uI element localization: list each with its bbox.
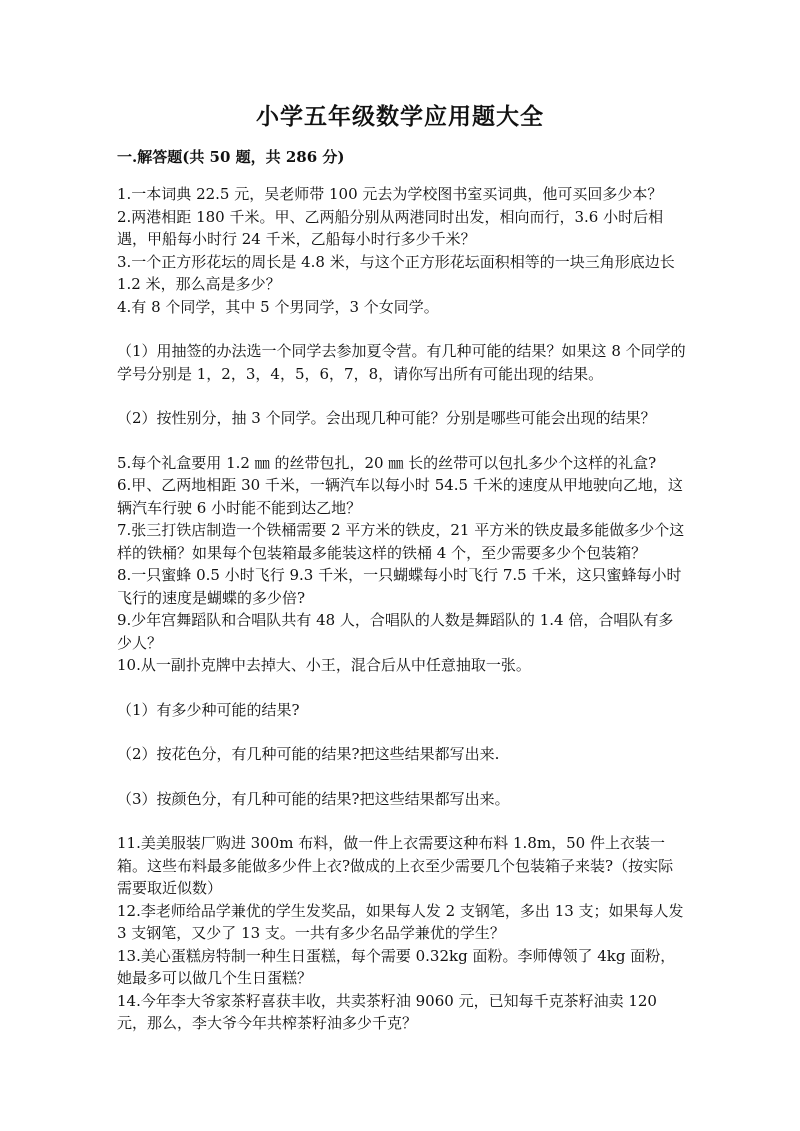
question-2: 2.两港相距 180 千米。甲、乙两船分别从两港同时出发，相向而行，3.6 小时后相遇，甲船每小时行 24 千米，乙船每小时行多少千米？ xyxy=(117,207,664,248)
question-4-part-2: （2）按性别分，抽 3 个同学。会出现几种可能？分别是哪些可能会出现的结果？ xyxy=(117,409,656,427)
spacer xyxy=(117,385,687,407)
spacer xyxy=(117,318,687,340)
question-list xyxy=(117,183,687,1035)
question-9: 9.少年宫舞蹈队和合唱队共有 48 人，合唱队的人数是舞蹈队的 1.4 倍，合唱队有多少人？ xyxy=(117,611,674,652)
question-13: 13.美心蛋糕房特制一种生日蛋糕，每个需要 0.32kg 面粉。李师傅领了 4kg 面粉，她最多可以做几个生日蛋糕？ xyxy=(117,946,676,987)
question-10: 10.从一副扑克牌中去掉大、小王，混合后从中任意抽取一张。 xyxy=(117,656,531,674)
question-14: 14.今年李大爷家茶籽喜获丰收，共卖茶籽油 9060 元，已知每千克茶籽油卖 120 元，那么，李大爷今年共榨茶籽油多少千克？ xyxy=(117,991,657,1032)
section-heading: 一.解答题(共 50 题，共 286 分) xyxy=(117,148,345,166)
spacer xyxy=(117,677,687,699)
question-10-part-3: （3）按颜色分，有几种可能的结果?把这些结果都写出来。 xyxy=(117,789,510,808)
document-title: 小学五年级数学应用题大全 xyxy=(256,103,544,130)
question-1: 1.一本词典 22.5 元，吴老师带 100 元去为学校图书室买词典，他可买回多少本？ xyxy=(117,185,663,203)
spacer xyxy=(117,766,687,788)
question-6: 6.甲、乙两地相距 30 千米，一辆汽车以每小时 54.5 千米的速度从甲地驶向乙地，这辆汽车行驶 6 小时能不能到达乙地？ xyxy=(117,476,683,517)
question-3: 3.一个正方形花坛的周长是 4.8 米，与这个正方形花坛面积相等的一块三角形底边长 1.2 米，那么高是多少？ xyxy=(117,252,675,293)
question-8: 8.一只蜜蜂 0.5 小时飞行 9.3 千米，一只蝴蝶每小时飞行 7.5 千米，这只蜜蜂每小时飞行的速度是蝴蝶的多少倍? xyxy=(117,566,682,607)
question-11: 11.美美服装厂购进 300m 布料，做一件上衣需要这种布料 1.8m，50 件上衣装一箱。这些布料最多能做多少件上衣?做成的上衣至少需要几个包装箱子来装?（按实际需要取近似数） xyxy=(117,834,674,897)
spacer xyxy=(117,430,687,452)
spacer xyxy=(117,721,687,743)
question-5: 5.每个礼盒要用 1.2 ㎜ 的丝带包扎，20 ㎜ 长的丝带可以包扎多少个这样的礼盒? xyxy=(117,453,657,472)
question-4-part-1: （1）用抽签的办法选一个同学去参加夏令营。有几种可能的结果？如果这 8 个同学的学号分别是 1，2，3，4，5，6，7，8，请你写出所有可能出现的结果。 xyxy=(117,342,686,383)
question-10-part-2: （2）按花色分，有几种可能的结果?把这些结果都写出来. xyxy=(117,745,500,763)
question-4: 4.有 8 个同学，其中 5 个男同学，3 个女同学。 xyxy=(117,297,439,316)
question-10-part-1: （1）有多少种可能的结果? xyxy=(117,700,300,719)
spacer xyxy=(117,810,687,832)
question-12: 12.李老师给品学兼优的学生发奖品，如果每人发 2 支钢笔，多出 13 支；如果每人发 3 支钢笔，又少了 13 支。一共有多少名品学兼优的学生？ xyxy=(117,901,684,942)
question-7: 7.张三打铁店制造一个铁桶需要 2 平方米的铁皮，21 平方米的铁皮最多能做多少个这样的铁桶？如果每个包装箱最多能装这样的铁桶 4 个，至少需要多少个包装箱？ xyxy=(117,521,685,562)
